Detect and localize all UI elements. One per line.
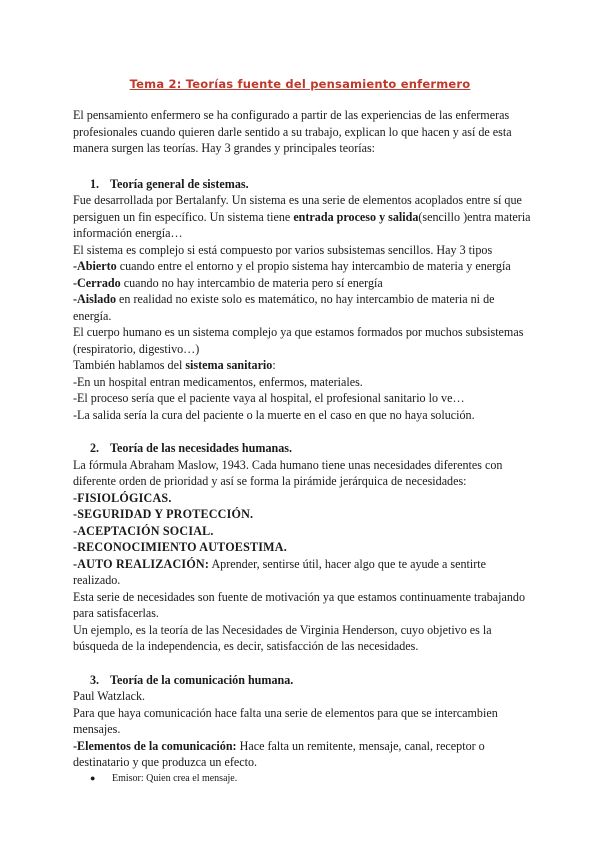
s1-type-isolated-text: en realidad no existe solo es matemático, no hay intercambio de materia ni de energía.	[73, 292, 495, 323]
s3-bullet-text: Emisor: Quien crea el mensaje.	[112, 772, 238, 784]
s3-elements-label: -Elementos de la comunicación:	[73, 738, 237, 753]
s2-need-2: -SEGURIDAD Y PROTECCIÓN.	[73, 507, 254, 521]
section-2-number: 2.	[90, 441, 100, 455]
s1-p1-text-end: (sencillo )entra materia información energía…	[73, 209, 531, 240]
page-title: Tema 2: Teorías fuente del pensamiento enfermero	[129, 77, 471, 91]
s2-need-5-text: Aprender, sentirse útil, hacer algo que te ayude a sentirte realizado.	[73, 556, 486, 587]
section-2-title: Teoría de las necesidades humanas.	[110, 441, 292, 455]
s1-p4-colon: :	[272, 358, 276, 372]
document-body	[73, 107, 533, 786]
s2-need-1: -FISIOLÓGICAS.	[73, 490, 172, 505]
s1-type-closed-text: cuando no hay intercambio de materia pero sí energía	[120, 275, 383, 290]
section-3-title: Teoría de la comunicación humana.	[110, 672, 294, 687]
s1-type-open-text: cuando entre el entorno y el propio sistema hay intercambio de materia y energía	[116, 259, 511, 273]
s1-paragraph-4	[73, 357, 533, 374]
s1-paragraph-2: El sistema es complejo si está compuesto por varios subsistemas sencillos. Hay 3 tipos	[73, 242, 493, 257]
s1-type-isolated	[73, 291, 533, 324]
s2-need-4: -RECONOCIMIENTO AUTOESTIMA.	[73, 540, 287, 554]
section-2-heading	[73, 440, 533, 457]
s2-paragraph-2: Esta serie de necesidades son fuente de motivación ya que estamos continuamente trabajando para satisfacerlas.	[73, 589, 526, 620]
section-spacer	[73, 423, 533, 440]
s1-list-item-3: -La salida sería la cura del paciente o la muerte en el caso en que no haya solución.	[73, 407, 475, 422]
s1-type-closed-label: -Cerrado	[73, 275, 121, 290]
s3-elements	[73, 738, 533, 771]
s1-paragraph-1	[73, 192, 533, 242]
s1-p4-bold: sistema sanitario	[185, 358, 273, 372]
s3-paragraph-2: Para que haya comunicación hace falta una serie de elementos para que se intercambien mensajes.	[73, 705, 498, 736]
s2-need-5	[73, 556, 533, 589]
s1-type-isolated-label: -Aislado	[73, 292, 117, 306]
s1-type-open-label: -Abierto	[73, 259, 117, 273]
s1-p1-bold: entrada proceso y salida	[293, 209, 419, 224]
bullet-dot-icon: ●	[90, 772, 96, 783]
section-3-number: 3.	[90, 672, 100, 687]
s3-elements-text: Hace falta un remitente, mensaje, canal, receptor o destinatario y que produzca un efecto.	[73, 738, 485, 769]
section-1-number: 1.	[90, 176, 100, 191]
s1-list-item-1: -En un hospital entran medicamentos, enfermos, materiales.	[73, 374, 363, 389]
s1-type-closed	[73, 275, 533, 292]
section-1-heading	[73, 176, 533, 193]
s3-paragraph-1: Paul Watzlack.	[73, 689, 146, 703]
s1-p1-text: Fue desarrollada por Bertalanfy. Un sistema es una serie de elementos acoplados entre sí que persiguen un fin específico. Un sistema tiene	[73, 193, 522, 224]
s1-type-open	[73, 258, 533, 275]
s1-paragraph-3: El cuerpo humano es un sistema complejo ya que estamos formados por muchos subsistemas (respiratorio, digestivo…)	[73, 325, 524, 356]
s1-p4-text: También hablamos del	[73, 358, 186, 372]
section-3-heading	[73, 672, 533, 689]
intro-paragraph: El pensamiento enfermero se ha configurado a partir de las experiencias de las enfermeras profesionales cuando quieren darle sentido a su trabajo, explican lo que hacen y así de esta manera surgen las teorías. Hay 3 grandes y principales teorías:	[73, 108, 512, 155]
s2-need-5-label: -AUTO REALIZACIÓN:	[73, 556, 210, 571]
s2-paragraph-3: Un ejemplo, es la teoría de las Necesidades de Virginia Henderson, cuyo objetivo es la búsqueda de la independencia, es decir, satisfacción de las necesidades.	[73, 622, 492, 653]
section-spacer	[73, 655, 533, 672]
s2-need-3: -ACEPTACIÓN SOCIAL.	[73, 523, 214, 538]
section-1-title: Teoría general de sistemas.	[110, 176, 249, 191]
s1-list-item-2: -El proceso sería que el paciente vaya al hospital, el profesional sanitario lo ve…	[73, 391, 465, 405]
s3-bullet-item	[73, 771, 533, 786]
s2-paragraph-1: La fórmula Abraham Maslow, 1943. Cada humano tiene unas necesidades diferentes con diferente orden de prioridad y así se forma la pirámide jerárquica de necesidades:	[73, 457, 503, 488]
